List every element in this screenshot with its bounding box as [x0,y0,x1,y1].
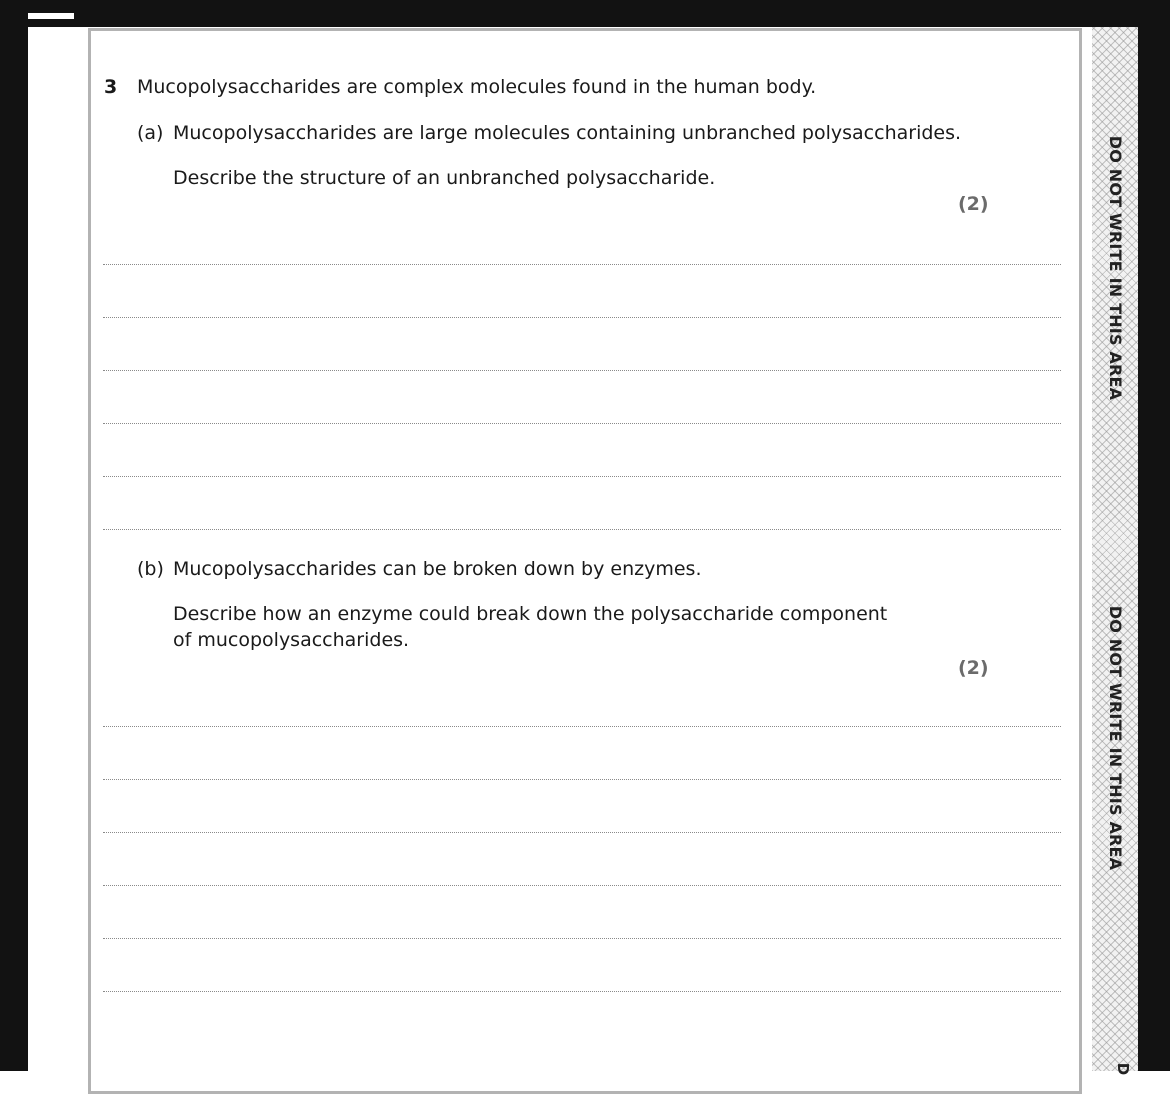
question-number: 3 [104,76,118,98]
top-dark-band [0,0,1170,27]
part-b-label: (b) [137,558,164,580]
answer-line-a6[interactable] [103,529,1061,530]
corner-mark [28,13,74,19]
left-dark-edge [0,0,28,1071]
answer-line-a4[interactable] [103,423,1061,424]
right-dark-edge [1138,0,1170,1071]
answer-line-b2[interactable] [103,779,1061,780]
part-a-marks: (2) [958,193,989,215]
answer-line-b5[interactable] [103,938,1061,939]
margin-warning-next-fragment: D [1114,1062,1133,1076]
answer-line-a3[interactable] [103,370,1061,371]
part-b-task-line2: of mucopolysaccharides. [173,629,410,651]
margin-warning-bottom: DO NOT WRITE IN THIS AREA [1106,605,1125,871]
part-a-statement: Mucopolysaccharides are large molecules containing unbranched polysaccharides. [173,122,962,144]
answer-line-a1[interactable] [103,264,1061,265]
answer-line-a5[interactable] [103,476,1061,477]
answer-line-a2[interactable] [103,317,1061,318]
answer-line-b4[interactable] [103,885,1061,886]
question-stem: Mucopolysaccharides are complex molecules found in the human body. [137,76,817,98]
part-b-statement: Mucopolysaccharides can be broken down by enzymes. [173,558,702,580]
part-a-label: (a) [137,122,164,144]
answer-line-b6[interactable] [103,991,1061,992]
margin-warning-top: DO NOT WRITE IN THIS AREA [1106,135,1125,401]
part-b-marks: (2) [958,657,989,679]
part-b-task-line1: Describe how an enzyme could break down the polysaccharide component [173,603,888,625]
answer-line-b3[interactable] [103,832,1061,833]
part-a-task: Describe the structure of an unbranched polysaccharide. [173,167,716,189]
answer-line-b1[interactable] [103,726,1061,727]
